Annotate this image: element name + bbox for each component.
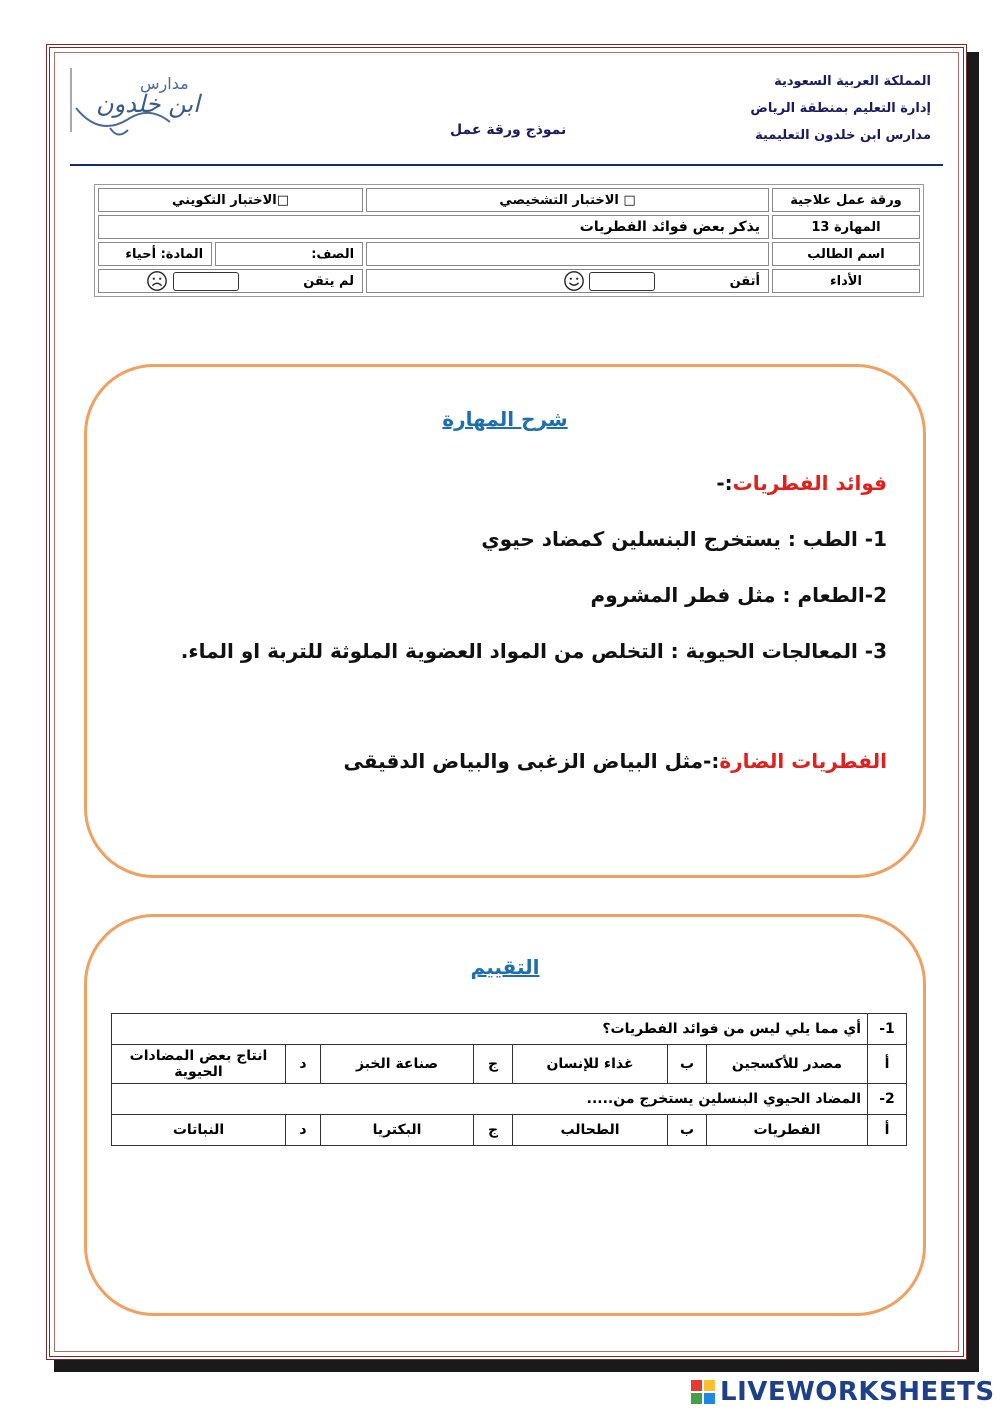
info-row-skill	[98, 215, 920, 239]
harmful-fungi	[343, 749, 887, 773]
worksheet-title: نموذج ورقة عمل	[450, 122, 567, 138]
info-row-type	[98, 188, 920, 212]
benefit-item-2: 2-الطعام : مثل فطر المشروم	[590, 583, 887, 607]
diagnostic-test-option[interactable]: □ الاختبار التشخيصي	[366, 188, 769, 212]
sad-face-icon	[146, 270, 168, 292]
option-text[interactable]: صناعة الخبز	[321, 1045, 474, 1084]
option-text[interactable]: الطحالب	[513, 1115, 668, 1146]
liveworksheets-icon	[690, 1379, 716, 1405]
info-row-student	[98, 242, 920, 266]
benefits-heading	[716, 471, 887, 495]
harmful-heading: الفطريات الضارة	[719, 749, 887, 773]
performance-label: الأداء	[772, 269, 920, 293]
options-row	[112, 1115, 907, 1146]
liveworksheets-logo	[690, 1376, 995, 1408]
option-text[interactable]: مصدر للأكسجين	[707, 1045, 868, 1084]
mastered-label: أتقن	[729, 273, 760, 289]
school-logo	[70, 68, 204, 138]
smiley-face-icon	[563, 270, 585, 292]
options-row	[112, 1045, 907, 1084]
class-label: الصف:	[215, 242, 363, 266]
mastered-box[interactable]	[589, 272, 655, 291]
evaluation-title: التقييم	[470, 955, 540, 979]
option-letter: أ	[868, 1045, 907, 1084]
option-text[interactable]: الفطريات	[707, 1115, 868, 1146]
liveworksheets-brand: LIVEWORKSHEETS	[720, 1377, 995, 1407]
administration-text: إدارة التعليم بمنطقة الرياض	[750, 101, 931, 116]
info-row-performance	[98, 269, 920, 293]
formative-test-option[interactable]: □الاختبار التكويني	[98, 188, 363, 212]
question-number: 1-	[868, 1014, 907, 1045]
question-text: أي مما يلي ليس من فوائد الفطريات؟	[112, 1014, 868, 1045]
question-number: 2-	[868, 1084, 907, 1115]
student-name-label: اسم الطالب	[772, 242, 920, 266]
benefits-heading-suffix: :-	[716, 471, 733, 495]
option-letter: ب	[668, 1045, 707, 1084]
questions-table	[111, 1013, 907, 1146]
option-letter: د	[286, 1045, 321, 1084]
option-letter: ج	[474, 1045, 513, 1084]
option-letter: ب	[668, 1115, 707, 1146]
worksheet-type-label: ورقة عمل علاجية	[772, 188, 920, 212]
option-text[interactable]: انتاج بعض المضادات الحيوية	[112, 1045, 286, 1084]
option-text[interactable]: غذاء للإنسان	[513, 1045, 668, 1084]
student-name-field[interactable]	[366, 242, 769, 266]
explanation-title: شرح المهارة	[442, 407, 568, 431]
not-mastered-cell	[98, 269, 363, 293]
option-letter: ج	[474, 1115, 513, 1146]
schools-text: مدارس ابن خلدون التعليمية	[755, 128, 931, 143]
question-row	[112, 1014, 907, 1045]
skill-label: المهارة 13	[772, 215, 920, 239]
not-mastered-box[interactable]	[173, 272, 239, 291]
question-row	[112, 1084, 907, 1115]
option-letter: أ	[868, 1115, 907, 1146]
info-table	[94, 184, 924, 297]
header-divider	[70, 164, 943, 166]
skill-text: يذكر بعض فوائد الفطريات	[98, 215, 769, 239]
logo-swoosh-icon	[70, 68, 204, 138]
question-text: المضاد الحيوي البنسلين يستخرج من.....	[112, 1084, 868, 1115]
mastered-cell	[366, 269, 769, 293]
option-text[interactable]: البكتريا	[321, 1115, 474, 1146]
not-mastered-label: لم يتقن	[303, 273, 355, 289]
explanation-box	[84, 364, 926, 878]
header-institution	[750, 68, 931, 149]
harmful-text: :-مثل البياض الزغبى والبياض الدقيقى	[343, 749, 720, 773]
option-text[interactable]: النباتات	[112, 1115, 286, 1146]
option-letter: د	[286, 1115, 321, 1146]
benefit-item-1: 1- الطب : يستخرج البنسلين كمضاد حيوي	[481, 527, 887, 551]
logo-line1: مدارس	[140, 74, 189, 93]
benefit-item-3: 3- المعالجات الحيوية : التخلص من المواد العضوية الملوثة للتربة او الماء.	[180, 639, 887, 663]
subject-label: المادة: أحياء	[98, 242, 212, 266]
worksheet-page	[46, 44, 967, 1360]
logo-line2: ابن خلدون	[96, 90, 200, 118]
benefits-heading-text: فوائد الفطريات	[732, 471, 887, 495]
evaluation-box	[84, 914, 926, 1316]
kingdom-text: المملكة العربية السعودية	[774, 74, 931, 89]
